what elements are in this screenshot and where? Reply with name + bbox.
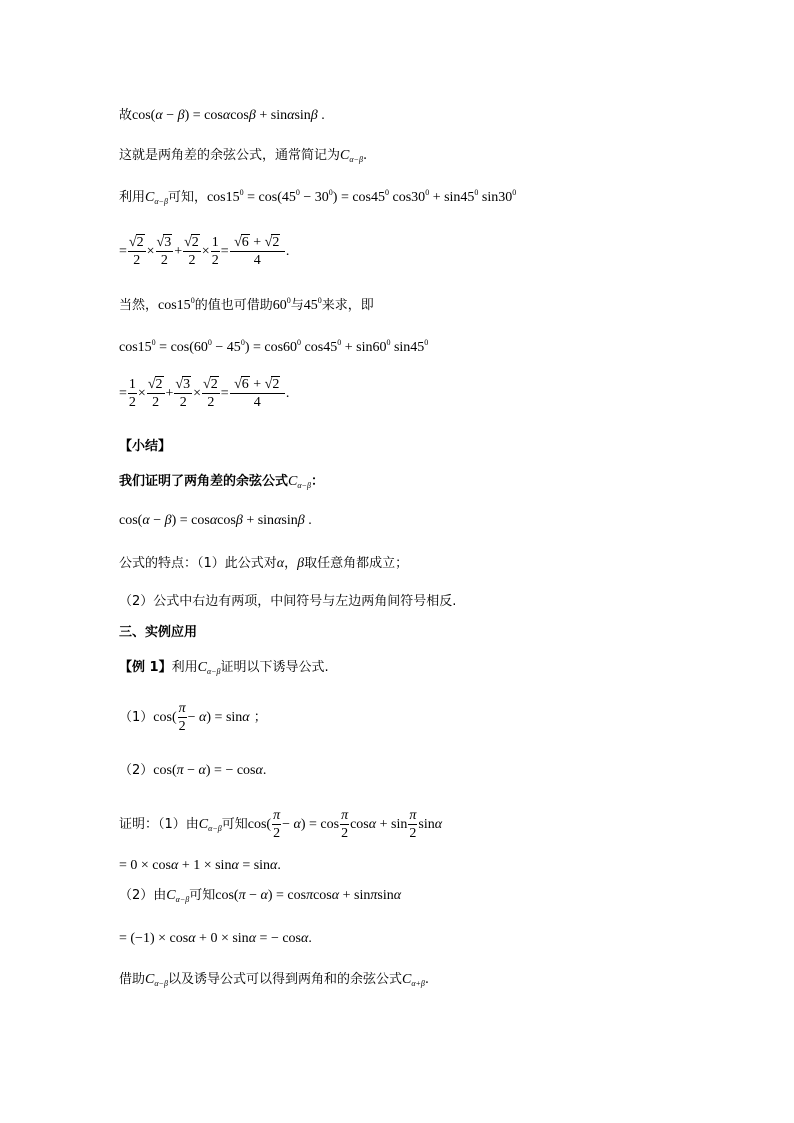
symbol-c-minus: $C_{\alpha-\beta}$ (166, 888, 190, 904)
math-45: $45^0$ (303, 296, 322, 313)
text-proof: 证明：（1）由 (119, 817, 199, 832)
line-feature-2: （2）公式中右边有两项，中间符号与左边两角间符号相反. (119, 594, 457, 609)
text-known: 可知， (167, 190, 207, 205)
text-and: 与 (290, 298, 304, 313)
text-of-course: 当然， (119, 298, 159, 313)
text-use: 利用 (171, 660, 198, 675)
formula-cos-difference-summary: cos(α − β) = cosαcosβ + sinαsinβ . (119, 513, 312, 528)
formula-proof-2: cos(π − α) = cosπcosα + sinπsinα (215, 888, 402, 903)
line-alternative (119, 296, 374, 316)
line-proof-2 (119, 886, 401, 906)
text-summary: 我们证明了两角差的余弦公式 (119, 474, 289, 489)
text-find: 来求，即 (321, 298, 374, 313)
symbol-c-plus: $C_{\alpha+\beta}$ (401, 972, 425, 988)
line-proof-1 (119, 805, 442, 845)
symbol-c-minus: $C_{\alpha-\beta}$ (198, 817, 222, 833)
formula-proof-2-result: = (−1) × cosα + 0 × sinα = − cosα. (119, 931, 312, 946)
symbol-c-minus: $C_{\alpha-\beta}$ (145, 190, 168, 206)
text-use: 利用 (119, 190, 146, 205)
math-cos15: $\cos 15^0$ (158, 296, 195, 313)
line-conclusion-sum: 借助$C_{\alpha-\beta}$以及诱导公式可以得到两角和的余弦公式$C_{\alpha+\beta}$. (119, 972, 430, 988)
section-heading: 三、实例应用 (119, 625, 198, 640)
text-by: 借助 (119, 972, 146, 987)
formula-cos15-expansion: $\cos 15^0 = \cos(45^0 - 30^0) = \cos 45^0$ $\cos 30^0 + \sin 45^0$ $\sin 30^0$ (206, 188, 517, 205)
example-label: 【例 1】 (119, 660, 172, 675)
formula-cos15-value-2: = $\frac{1}{2}$ × $\frac{√2}{2}$ + $\frac{√3}{2}$ × $\frac{√2}{2}$ = $\frac{√6 + √2}{4}$ . (119, 377, 290, 411)
symbol-c-minus: $C_{\alpha-\beta}$ (197, 660, 221, 676)
text-prove: 证明以下诱导公式. (220, 660, 329, 675)
formula-item-2: cos(π − α) = − cosα. (153, 763, 267, 778)
formula-cos-difference: cos(α − β) = cosαcosβ + sinαsinβ . (132, 108, 325, 123)
text-feature-1a: 公式的特点：（1）此公式对 (119, 556, 277, 571)
line-feature-1: 公式的特点：（1）此公式对α，β取任意角都成立； (119, 556, 409, 571)
line-conclusion (119, 106, 325, 126)
text-feature-1b: 取任意角都成立； (304, 556, 409, 571)
line-item-2 (119, 761, 266, 781)
item-label: （2） (119, 763, 154, 778)
text-value: 的值也可借助 (194, 298, 273, 313)
item-label: （1） (119, 710, 154, 725)
text-formula-name: 这就是两角差的余弦公式，通常简记为 (119, 148, 341, 163)
formula-cos15-value-1: = $\frac{√2}{2}$ × $\frac{√3}{2}$ + $\frac{√2}{2}$ × $\frac{1}{2}$ = $\frac{√6 + √2}{4}$ . (119, 235, 290, 269)
text-known: 可知 (221, 817, 248, 832)
summary-statement: 我们证明了两角差的余弦公式$C_{\alpha-\beta}$： (119, 474, 324, 490)
symbol-c-minus: $C_{\alpha-\beta}$ (288, 474, 311, 490)
math-60: $60^0$ (272, 296, 291, 313)
formula-cos15-alt-expansion: $\cos 15^0 = \cos(60^0 - 45^0) = \cos 60^0$ $\cos 45^0 + \sin 60^0$ $\sin 45^0$ (119, 338, 429, 355)
text-proof: （2）由 (119, 888, 167, 903)
math-beta: β (297, 556, 305, 571)
formula-proof-1-result: = 0 × cosα + 1 × sinα = sinα. (119, 858, 281, 873)
formula-proof-1: cos( $\frac{\pi}{2}$ − α) = cos $\frac{\pi}{2}$ cosα + sin $\frac{\pi}{2}$ sinα (247, 808, 443, 842)
text-known: 可知 (189, 888, 216, 903)
math-alpha: α (276, 556, 285, 571)
line-example-1 (119, 658, 329, 678)
text-sum-formula: 以及诱导公式可以得到两角和的余弦公式 (167, 972, 402, 987)
symbol-c-minus: $C_{\alpha-\beta}$ (340, 148, 363, 164)
formula-item-1: cos( $\frac{\pi}{2}$ − α) = sinα (153, 701, 250, 735)
summary-heading: 【小结】 (119, 439, 172, 454)
text-lead: 故 (119, 108, 133, 123)
symbol-c-minus: $C_{\alpha-\beta}$ (145, 972, 168, 988)
line-item-1: （1）cos( $\frac{\pi}{2}$ − α) = sinα ； (119, 701, 267, 735)
line-name-formula: 这就是两角差的余弦公式，通常简记为$C_{\alpha-\beta}$. (119, 148, 368, 164)
line-apply-15 (119, 188, 516, 208)
